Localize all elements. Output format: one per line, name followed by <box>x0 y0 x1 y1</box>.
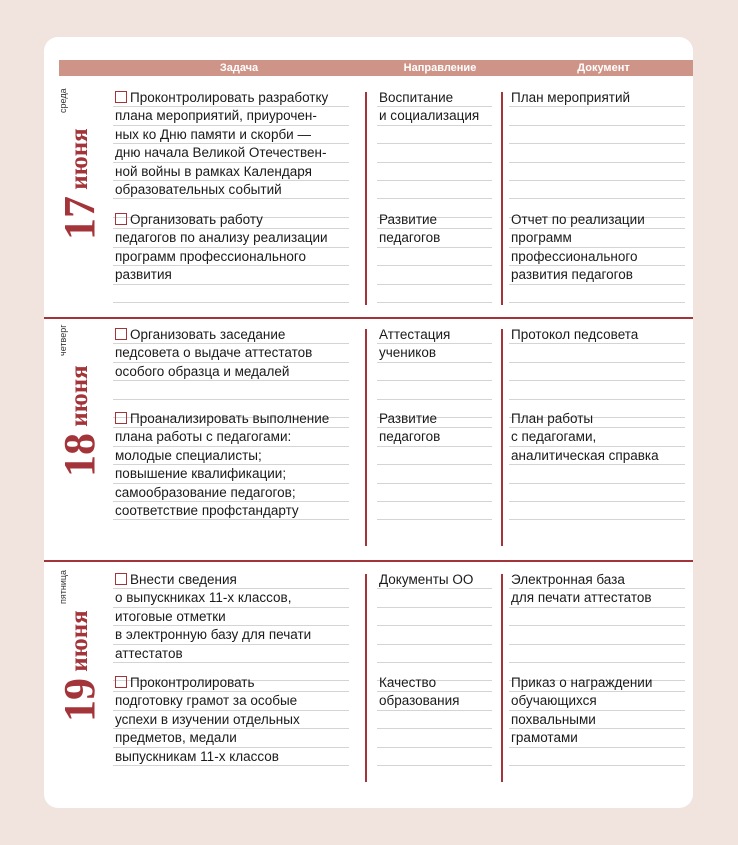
document-text <box>511 211 645 285</box>
task-line <box>115 266 328 284</box>
direction-line <box>379 410 440 428</box>
direction-line <box>379 344 450 362</box>
document-cell <box>509 569 685 683</box>
document-line <box>511 248 645 266</box>
ruled-line <box>377 265 492 266</box>
direction-line-text: и социализация <box>379 108 480 124</box>
task-line-text: ных ко Дню памяти и скорби — <box>115 126 311 142</box>
ruled-line <box>509 625 685 626</box>
column-divider <box>365 92 367 305</box>
task-line-text: молодые специалисты; <box>115 447 262 463</box>
ruled-line <box>509 362 685 363</box>
task-line <box>115 729 300 747</box>
task-line <box>115 447 329 465</box>
task-line <box>115 410 329 428</box>
weekday-label: четверг <box>58 325 68 357</box>
weekday-label: пятница <box>58 570 68 605</box>
direction-line-text: Аттестация <box>379 327 451 342</box>
direction-line-text: образования <box>379 693 460 709</box>
direction-cell <box>377 324 492 420</box>
direction-line <box>379 571 473 589</box>
document-line-text: Протокол педсовета <box>511 327 639 342</box>
task-line-text: педагогов по анализу реализации <box>115 230 328 246</box>
document-line <box>511 89 630 107</box>
document-line-text: профессионального <box>511 248 638 264</box>
task-cell <box>113 87 349 220</box>
day-section <box>44 319 693 558</box>
document-line <box>511 229 645 247</box>
direction-line <box>379 107 479 125</box>
ruled-line <box>509 125 685 126</box>
ruled-line <box>509 198 685 199</box>
direction-text <box>379 674 460 711</box>
direction-line-text: Качество <box>379 675 437 690</box>
task-line-text: Проконтролировать разработку <box>130 90 329 105</box>
task-line <box>115 571 311 589</box>
document-line-text: программ <box>511 230 572 246</box>
task-text <box>115 571 311 663</box>
ruled-line <box>113 399 349 400</box>
document-line <box>511 589 652 607</box>
task-line-text: Внести сведения <box>130 572 237 587</box>
document-cell <box>509 87 685 220</box>
task-line-text: педсовета о выдаче аттестатов <box>115 345 313 361</box>
direction-line <box>379 692 460 710</box>
task-line <box>115 181 328 199</box>
task-line <box>115 674 300 692</box>
document-line-text: грамотами <box>511 730 578 746</box>
task-line-text: плана мероприятий, приурочен- <box>115 108 317 124</box>
ruled-line <box>377 198 492 199</box>
task-line <box>115 626 311 644</box>
document-text <box>511 410 659 465</box>
task-line <box>115 163 328 181</box>
document-line <box>511 447 659 465</box>
ruled-line <box>377 519 492 520</box>
document-line <box>511 428 659 446</box>
direction-line <box>379 674 460 692</box>
task-cell <box>113 324 349 420</box>
task-line <box>115 711 300 729</box>
document-cell <box>509 324 685 420</box>
document-line <box>511 266 645 284</box>
ruled-line <box>509 501 685 502</box>
ruled-line <box>509 483 685 484</box>
document-line-text: аналитическая справка <box>511 447 659 463</box>
ruled-line <box>509 380 685 381</box>
weekday-label: среда <box>58 88 68 113</box>
header-document: Документ <box>577 62 630 74</box>
ruled-line <box>509 765 685 766</box>
day-section <box>44 82 693 317</box>
direction-line <box>379 428 440 446</box>
task-line <box>115 126 328 144</box>
task-line <box>115 344 312 362</box>
direction-line <box>379 211 440 229</box>
task-line <box>115 428 329 446</box>
direction-line-text: педагогов <box>379 429 441 445</box>
day-separator <box>44 560 693 562</box>
document-line-text: План работы <box>511 411 594 426</box>
task-line-text: самообразование педагогов; <box>115 484 296 500</box>
ruled-line <box>509 399 685 400</box>
task-line-text: развития <box>115 267 172 283</box>
checkbox-icon[interactable] <box>115 91 127 103</box>
month-name: июня <box>66 128 93 196</box>
ruled-line <box>377 464 492 465</box>
column-divider <box>501 329 503 546</box>
task-cell <box>113 569 349 683</box>
document-line <box>511 711 652 729</box>
document-cell <box>509 408 685 522</box>
document-text <box>511 326 638 344</box>
ruled-line <box>509 162 685 163</box>
day-separator <box>44 317 693 319</box>
document-line-text: с педагогами, <box>511 429 597 445</box>
direction-line-text: Развитие <box>379 212 438 227</box>
document-text <box>511 571 652 608</box>
document-cell <box>509 209 685 305</box>
task-line <box>115 89 328 107</box>
date-label <box>54 327 104 477</box>
task-line <box>115 502 329 520</box>
column-divider <box>501 574 503 782</box>
direction-text <box>379 211 440 248</box>
ruled-line <box>509 662 685 663</box>
task-line <box>115 608 311 626</box>
document-line-text: Электронная база <box>511 572 625 587</box>
document-cell <box>509 672 685 768</box>
column-divider <box>365 329 367 546</box>
ruled-line <box>509 644 685 645</box>
month-name: июня <box>66 610 93 678</box>
task-line-text: соответствие профстандарту <box>115 503 299 519</box>
document-line-text: Приказ о награждении <box>511 675 653 690</box>
checkbox-icon[interactable] <box>115 412 127 424</box>
task-text <box>115 326 312 381</box>
task-line-text: предметов, медали <box>115 730 237 746</box>
task-line-text: дню начала Великой Отечествен- <box>115 145 327 161</box>
direction-text <box>379 571 473 589</box>
task-line-text: программ профессионального <box>115 248 307 264</box>
direction-line <box>379 229 440 247</box>
task-line <box>115 748 300 766</box>
ruled-line <box>377 284 492 285</box>
ruled-line <box>377 625 492 626</box>
task-line-text: аттестатов <box>115 645 183 661</box>
task-line <box>115 363 312 381</box>
ruled-line <box>377 143 492 144</box>
task-line-text: ной войны в рамках Календаря <box>115 163 312 179</box>
task-cell <box>113 408 349 522</box>
task-line-text: Проконтролировать <box>130 675 255 690</box>
task-line-text: итоговые отметки <box>115 608 226 624</box>
direction-cell <box>377 209 492 305</box>
header-direction: Направление <box>403 62 477 74</box>
ruled-line <box>509 180 685 181</box>
direction-line <box>379 326 450 344</box>
planner-card <box>44 37 693 808</box>
direction-text <box>379 410 440 447</box>
direction-cell <box>377 672 492 768</box>
document-line-text: похвальными <box>511 711 596 727</box>
task-line-text: образовательных событий <box>115 182 282 198</box>
direction-line-text: Развитие <box>379 411 438 426</box>
task-line <box>115 484 329 502</box>
task-line <box>115 211 328 229</box>
document-line-text: для печати аттестатов <box>511 590 652 606</box>
checkbox-icon[interactable] <box>115 573 127 585</box>
task-line-text: в электронную базу для печати <box>115 627 312 643</box>
task-text <box>115 89 328 199</box>
document-line <box>511 692 652 710</box>
ruled-line <box>377 728 492 729</box>
task-text <box>115 410 329 520</box>
document-text <box>511 674 652 748</box>
ruled-line <box>509 143 685 144</box>
task-text <box>115 211 328 285</box>
table-header <box>59 60 693 76</box>
ruled-line <box>377 747 492 748</box>
document-line-text: обучающихся <box>511 693 597 709</box>
day-number: 17 <box>55 196 104 240</box>
document-line-text: План мероприятий <box>511 90 631 105</box>
task-line-text: выпускникам 11-х классов <box>115 748 279 764</box>
ruled-line <box>113 302 349 303</box>
task-line <box>115 144 328 162</box>
task-line <box>115 326 312 344</box>
date-label <box>54 90 104 240</box>
task-line <box>115 589 311 607</box>
document-line <box>511 326 638 344</box>
task-cell <box>113 209 349 305</box>
month-name: июня <box>66 365 93 433</box>
direction-line-text: Документы ОО <box>379 572 474 587</box>
document-line <box>511 571 652 589</box>
task-text <box>115 674 300 766</box>
task-line <box>115 107 328 125</box>
ruled-line <box>377 483 492 484</box>
document-line-text: Отчет по реализации <box>511 212 645 227</box>
task-line-text: успехи в изучении отдельных <box>115 711 300 727</box>
task-line-text: Организовать работу <box>130 212 263 227</box>
document-line <box>511 410 659 428</box>
ruled-line <box>377 607 492 608</box>
task-line-text: подготовку грамот за особые <box>115 693 298 709</box>
ruled-line <box>377 302 492 303</box>
task-line-text: Проанализировать выполнение <box>130 411 330 426</box>
ruled-line <box>377 501 492 502</box>
task-cell <box>113 672 349 768</box>
date-label <box>54 572 104 722</box>
ruled-line <box>509 302 685 303</box>
task-line-text: плана работы с педагогами: <box>115 429 292 445</box>
task-line-text: особого образца и медалей <box>115 363 290 379</box>
ruled-line <box>377 162 492 163</box>
ruled-line <box>377 399 492 400</box>
document-line <box>511 211 645 229</box>
task-line <box>115 229 328 247</box>
task-line <box>115 248 328 266</box>
document-line <box>511 674 652 692</box>
day-number: 18 <box>55 433 104 477</box>
direction-line-text: Воспитание <box>379 90 454 105</box>
task-line-text: о выпускниках 11-х классов, <box>115 590 292 606</box>
checkbox-icon[interactable] <box>115 213 127 225</box>
direction-line-text: педагогов <box>379 230 441 246</box>
ruled-line <box>509 519 685 520</box>
direction-cell <box>377 569 492 683</box>
day-section <box>44 564 693 794</box>
ruled-line <box>377 180 492 181</box>
task-line <box>115 645 311 663</box>
task-line-text: повышение квалификации; <box>115 466 287 482</box>
direction-cell <box>377 87 492 220</box>
ruled-line <box>377 662 492 663</box>
task-line <box>115 692 300 710</box>
direction-text <box>379 326 450 363</box>
header-task: Задача <box>219 62 259 74</box>
ruled-line <box>377 765 492 766</box>
document-line <box>511 729 652 747</box>
checkbox-icon[interactable] <box>115 676 127 688</box>
direction-line <box>379 89 479 107</box>
direction-line-text: учеников <box>379 345 437 361</box>
task-line-text: Организовать заседание <box>130 327 286 342</box>
column-divider <box>365 574 367 782</box>
direction-text <box>379 89 479 126</box>
task-line <box>115 465 329 483</box>
document-text <box>511 89 630 107</box>
ruled-line <box>377 644 492 645</box>
ruled-line <box>377 380 492 381</box>
checkbox-icon[interactable] <box>115 328 127 340</box>
document-line-text: развития педагогов <box>511 267 633 283</box>
day-number: 19 <box>55 678 104 722</box>
column-divider <box>501 92 503 305</box>
direction-cell <box>377 408 492 522</box>
